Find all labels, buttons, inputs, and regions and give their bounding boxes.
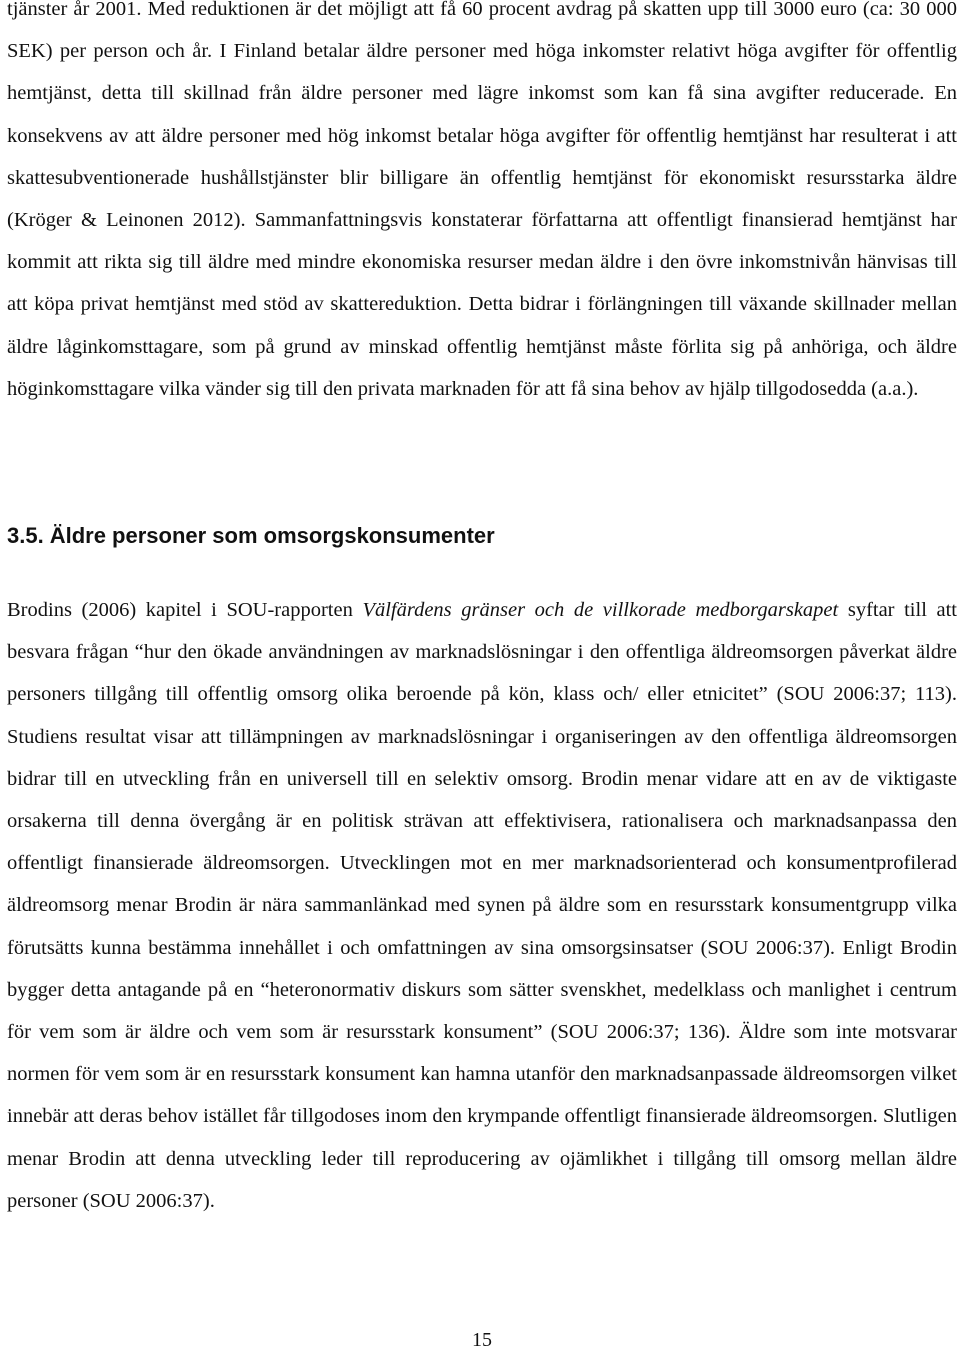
section-number: 3.5. bbox=[7, 523, 44, 548]
paragraph-lead: Brodins (2006) kapitel i SOU-rapporten bbox=[7, 599, 363, 621]
section-title: Äldre personer som omsorgskonsumenter bbox=[49, 523, 495, 548]
document-page bbox=[7, 0, 957, 1354]
section-heading bbox=[7, 518, 495, 554]
paragraph-text: syftar till att besvara frågan “hur den ökade användningen av marknadslösningar i den offentliga äldreomsorgen påverkat äldre personers tillgång till offentlig omsorg olika beroende på kön, klass och/ eller etnicitet” (SOU 2006:37; 113). Studiens resultat visar att tillämpningen av marknadslösningar i organiseringen av den offentliga äldreomsorgen bidrar till en utveckling från en universell till en selektiv omsorg. Brodin menar vidare att en av de viktigaste orsakerna till denna övergång är en politisk strävan att effektivisera, rationalisera och marknadsanpassa den offentligt finansierade äldreomsorgen. Utvecklingen mot en mer marknadsorienterad och konsumentprofilerad äldreomsorg menar Brodin är nära sammanlänkad med synen på äldre som en resursstark konsumentgrupp vilka förutsätts kunna bestämma innehållet i och omfattningen av sina omsorgsinsatser (SOU 2006:37). Enligt Brodin bygger detta antagande på en “heteronormativ diskurs som sätter svenskhet, medelklass och manlighet i centrum för vem som är äldre och vem som är resursstark konsument” (SOU 2006:37; 136). Äldre som inte motsvarar normen för vem som är en resursstark konsument kan hamna utanför den marknadsanpassade äldreomsorgen vilket innebär att deras behov istället får tillgodoses inom den krympande offentligt finansierade äldreomsorgen. Slutligen menar Brodin att denna utveckling leder till reproducering av ojämlikhet i tillgång till omsorg mellan äldre personer (SOU 2006:37). bbox=[7, 599, 957, 1212]
body-paragraph: tjänster år 2001. Med reduktionen är det möjligt att få 60 procent avdrag på skatten upp till 3000 euro (ca: 30 000 SEK) per person och år. I Finland betalar äldre personer med höga inkomster relativt höga avgifter för offentlig hemtjänst, detta till skillnad från äldre personer med lägre inkomst som kan få sina avgifter reducerade. En konsekvens av att äldre personer med hög inkomst betalar höga avgifter för offentlig hemtjänst har resulterat i att skattesubventionerade hushållstjänster blir billigare än offentlig hemtjänst för ekonomiskt resursstarka äldre (Kröger & Leinonen 2012). Sammanfattningsvis konstaterar författarna att offentligt finansierad hemtjänst har kommit att rikta sig till äldre med mindre ekonomiska resurser medan äldre i den övre inkomstnivån hänvisas till att köpa privat hemtjänst med stöd av skattereduktion. Detta bidrar i förlängningen till växande skillnader mellan äldre låginkomsttagare, som på grund av minskad offentlig hemtjänst måste förlita sig på anhöriga, och äldre höginkomsttagare vilka vänder sig till den privata marknaden för att få sina behov av hjälp tillgodosedda (a.a.). bbox=[7, 0, 957, 400]
page-number: 15 bbox=[472, 1329, 492, 1351]
report-title: Välfärdens gränser och de villkorade medborgarskapet bbox=[362, 599, 839, 621]
body-paragraph bbox=[7, 589, 957, 1222]
